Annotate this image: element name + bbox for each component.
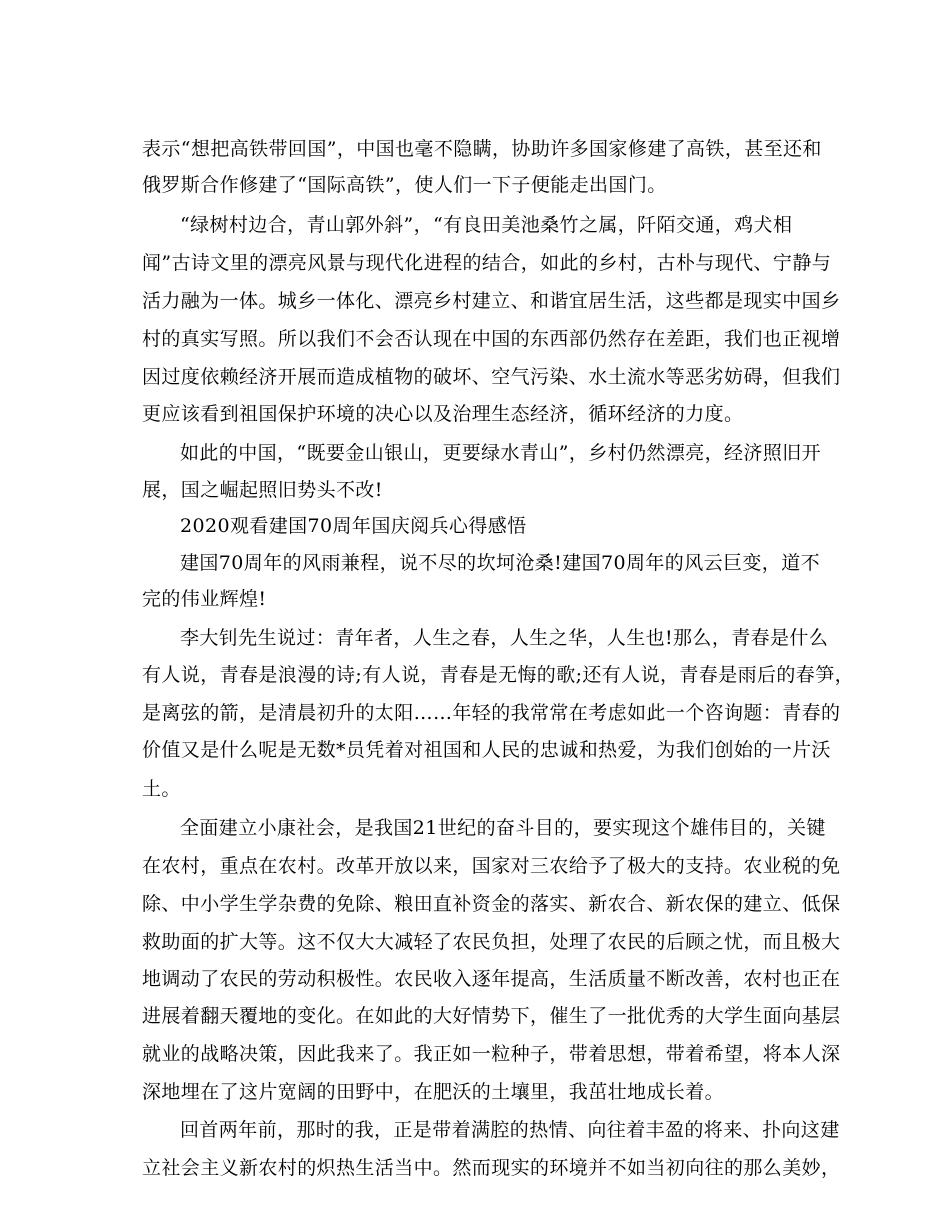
text-line: 在农村，重点在农村。改革开放以来，国家对三农给予了极大的支持。农业税的免 <box>142 855 841 877</box>
text-line: 救助面的扩大等。这不仅大大减轻了农民负担，处理了农民的后顾之忧，而且极大 <box>142 931 841 953</box>
text-line: 有人说，青春是浪漫的诗;有人说，青春是无悔的歌;还有人说，青春是雨后的春笋， <box>142 664 855 686</box>
text-line: 立社会主义新农村的炽热生活当中。然而现实的环境并不如当初向往的那么美妙， <box>142 1157 841 1179</box>
text-line: 因过度依赖经济开展而造成植物的破坏、空气污染、水土流水等恶劣妨碍，但我们 <box>142 366 841 388</box>
text-line: 全面建立小康社会，是我国21世纪的奋斗目的，要实现这个雄伟目的，关键 <box>180 817 826 839</box>
text-line: 展，国之崛起照旧势头不改! <box>142 479 383 501</box>
text-line: 深地埋在了这片宽阔的田野中，在肥沃的土壤里，我茁壮地成长着。 <box>142 1081 725 1103</box>
text-line: 回首两年前，那时的我，正是带着满腔的热情、向往着丰盈的将来、扑向这建 <box>180 1119 840 1141</box>
text-line: “绿树村边合，青山郭外斜”，“有良田美池桑竹之属，阡陌交通，鸡犬相 <box>180 214 793 236</box>
text-line: 更应该看到祖国保护环境的决心以及治理生态经济，循环经济的力度。 <box>142 403 744 425</box>
text-line: 活力融为一体。城乡一体化、漂亮乡村建立、和谐宜居生活，这些都是现实中国乡 <box>142 290 841 312</box>
text-line: 就业的战略决策，因此我来了。我正如一粒种子，带着思想，带着希望，将本人深 <box>142 1043 841 1065</box>
text-line: 村的真实写照。所以我们不会否认现在中国的东西部仍然存在差距，我们也正视增 <box>142 328 841 350</box>
text-line: 进展着翻天覆地的变化。在如此的大好情势下，催生了一批优秀的大学生面向基层 <box>142 1005 841 1027</box>
text-line: 闻”古诗文里的漂亮风景与现代化进程的结合，如此的乡村，古朴与现代、宁静与 <box>142 252 832 274</box>
text-line: 李大钊先生说过：青年者，人生之春，人生之华，人生也!那么，青春是什么 <box>180 627 829 649</box>
text-line: 是离弦的箭，是清晨初升的太阳……年轻的我常常在考虑如此一个咨询题：青春的 <box>142 702 841 724</box>
text-line: 建国70周年的风雨兼程，说不尽的坎坷沧桑!建国70周年的风云巨变，道不 <box>180 552 820 574</box>
text-line: 完的伟业辉煌! <box>142 588 267 610</box>
section-heading: 2020观看建国70周年国庆阅兵心得感悟 <box>180 515 527 537</box>
text-line: 价值又是什么呢是无数*员凭着对祖国和人民的忠诚和热爱，为我们创始的一片沃 <box>142 739 831 761</box>
text-line: 表示“想把高铁带回国”，中国也毫不隐瞒，协助许多国家修建了高铁，甚至还和 <box>142 138 822 160</box>
text-line: 土。 <box>142 778 181 800</box>
text-line: 除、中小学生学杂费的免除、粮田直补资金的落实、新农合、新农保的建立、低保 <box>142 893 841 915</box>
text-line: 俄罗斯合作修建了“国际高铁”，使人们一下子便能走出国门。 <box>142 174 667 196</box>
text-line: 如此的中国，“既要金山银山，更要绿水青山”，乡村仍然漂亮，经济照旧开 <box>180 442 822 464</box>
text-line: 地调动了农民的劳动积极性。农民收入逐年提高，生活质量不断改善，农村也正在 <box>142 968 841 990</box>
